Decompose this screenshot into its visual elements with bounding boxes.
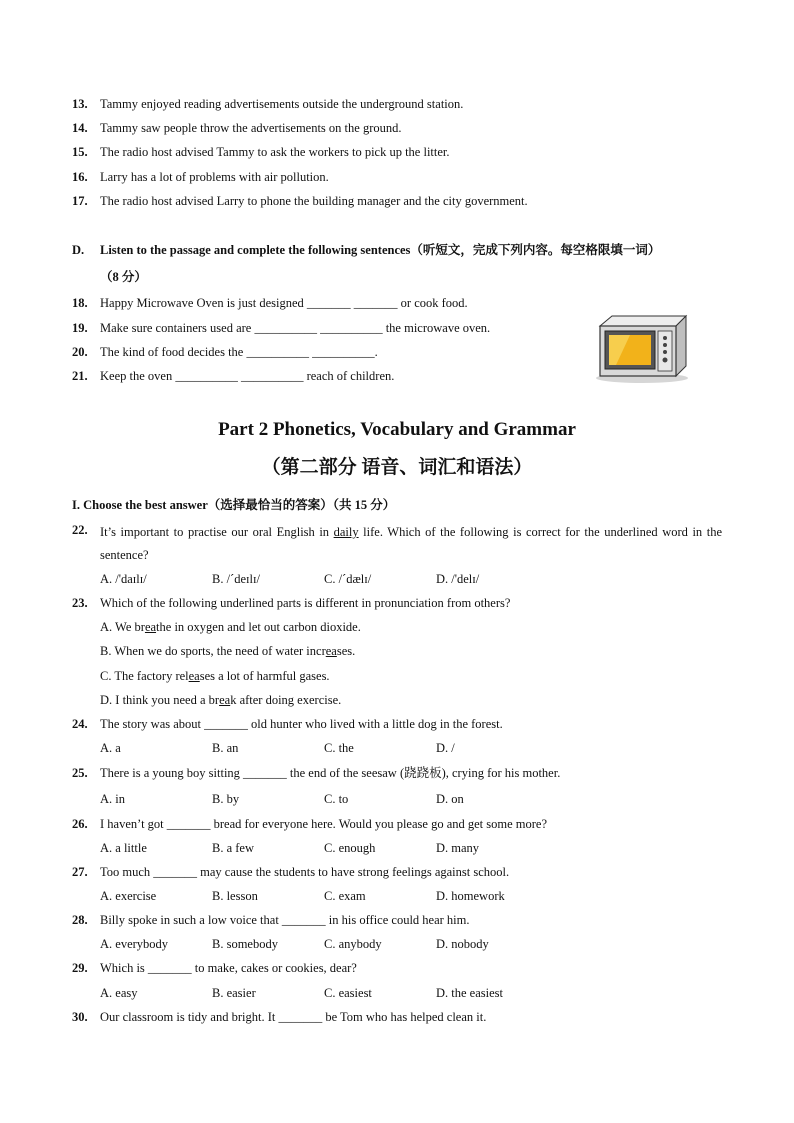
question-text: Tammy enjoyed reading advertisements outside the underground station. [100, 97, 464, 111]
question-number: 13. [72, 97, 88, 111]
question-number: 15. [72, 145, 88, 159]
option-c[interactable]: C. easiest [324, 986, 372, 1000]
question-number: 24. [72, 717, 88, 731]
question-number: 19. [72, 321, 88, 335]
question-number: 20. [72, 345, 88, 359]
question-number: 28. [72, 913, 88, 927]
part2-title: Part 2 Phonetics, Vocabulary and Grammar [218, 419, 576, 440]
option-d[interactable]: D. on [436, 792, 464, 806]
question-text: Keep the oven __________ __________ reach of children. [100, 369, 395, 383]
option-a[interactable]: A. exercise [100, 889, 157, 903]
option-b[interactable]: B. by [212, 792, 240, 806]
underlined-word: daily [333, 525, 359, 539]
question-text: Which is _______ to make, cakes or cookies, dear? [100, 961, 357, 975]
microwave-oven-illustration [590, 312, 690, 384]
option-a[interactable]: A. We breathe in oxygen and let out carbon dioxide. [100, 620, 361, 634]
question-text: Make sure containers used are __________ __________ the microwave oven. [100, 321, 491, 335]
question-number: 18. [72, 296, 88, 310]
option-c[interactable]: C. enough [324, 841, 376, 855]
option-d[interactable]: D. nobody [436, 937, 489, 951]
question-text: It’s important to practise our oral English in daily life. Which of the following is correct for the underlined word in the sentence? [100, 525, 722, 562]
option-c[interactable]: C. /ˊdælɪ/ [324, 572, 372, 586]
question-text: Too much _______ may cause the students to have strong feelings against school. [100, 865, 510, 879]
option-d[interactable]: D. / [436, 741, 455, 755]
option-a[interactable]: A. everybody [100, 937, 169, 951]
question-number: 21. [72, 369, 88, 383]
question-number: 23. [72, 596, 88, 610]
section-points: （8 分） [100, 270, 147, 284]
question-text: I haven’t got _______ bread for everyone here. Would you please go and get some more? [100, 817, 548, 831]
question-number: 14. [72, 121, 88, 135]
option-b[interactable]: B. a few [212, 841, 254, 855]
question-text: Tammy saw people throw the advertisements on the ground. [100, 121, 402, 135]
option-a[interactable]: A. easy [100, 986, 138, 1000]
option-b[interactable]: B. an [212, 741, 239, 755]
question-text: The radio host advised Larry to phone the building manager and the city government. [100, 194, 528, 208]
option-b[interactable]: B. easier [212, 986, 256, 1000]
option-d[interactable]: D. /'delɪ/ [436, 572, 480, 586]
question-number: 25. [72, 766, 88, 780]
section-i-heading: I. Choose the best answer（选择最恰当的答案）（共 15 分） [72, 498, 396, 512]
option-c[interactable]: C. the [324, 741, 354, 755]
question-text: Which of the following underlined parts is different in pronunciation from others? [100, 596, 511, 610]
question-number: 30. [72, 1010, 88, 1024]
section-instruction: Listen to the passage and complete the following sentences（听短文，完成下列内容。每空格限填一词） [100, 243, 661, 257]
option-d[interactable]: D. the easiest [436, 986, 503, 1000]
option-b[interactable]: B. somebody [212, 937, 278, 951]
option-a[interactable]: A. in [100, 792, 125, 806]
question-text: Our classroom is tidy and bright. It _______ be Tom who has helped clean it. [100, 1010, 487, 1024]
option-d[interactable]: D. I think you need a break after doing exercise. [100, 693, 342, 707]
option-c[interactable]: C. exam [324, 889, 366, 903]
option-a[interactable]: A. a [100, 741, 121, 755]
option-c[interactable]: C. anybody [324, 937, 382, 951]
option-b[interactable]: B. lesson [212, 889, 258, 903]
question-number: 26. [72, 817, 88, 831]
question-number: 29. [72, 961, 88, 975]
question-22 [72, 521, 734, 567]
question-text: Billy spoke in such a low voice that _______ in his office could hear him. [100, 913, 470, 927]
option-c[interactable]: C. The factory releases a lot of harmful gases. [100, 669, 330, 683]
option-a[interactable]: A. a little [100, 841, 147, 855]
section-letter: D. [72, 243, 85, 257]
option-c[interactable]: C. to [324, 792, 349, 806]
part2-subtitle: （第二部分 语音、词汇和语法） [261, 457, 533, 478]
question-number: 22. [72, 523, 88, 537]
question-text: There is a young boy sitting _______ the end of the seesaw (跷跷板), crying for his mother. [100, 766, 561, 780]
option-b[interactable]: B. /ˊdeɪlɪ/ [212, 572, 260, 586]
question-text: The radio host advised Tammy to ask the workers to pick up the litter. [100, 145, 450, 159]
option-d[interactable]: D. homework [436, 889, 505, 903]
option-d[interactable]: D. many [436, 841, 480, 855]
question-number: 17. [72, 194, 88, 208]
question-text: Larry has a lot of problems with air pollution. [100, 170, 329, 184]
option-a[interactable]: A. /'daɪlɪ/ [100, 572, 147, 586]
question-number: 16. [72, 170, 88, 184]
question-text: The story was about _______ old hunter who lived with a little dog in the forest. [100, 717, 503, 731]
question-text: The kind of food decides the __________ __________. [100, 345, 378, 359]
question-number: 27. [72, 865, 88, 879]
option-b[interactable]: B. When we do sports, the need of water increases. [100, 644, 356, 658]
question-text: Happy Microwave Oven is just designed _______ _______ or cook food. [100, 296, 468, 310]
